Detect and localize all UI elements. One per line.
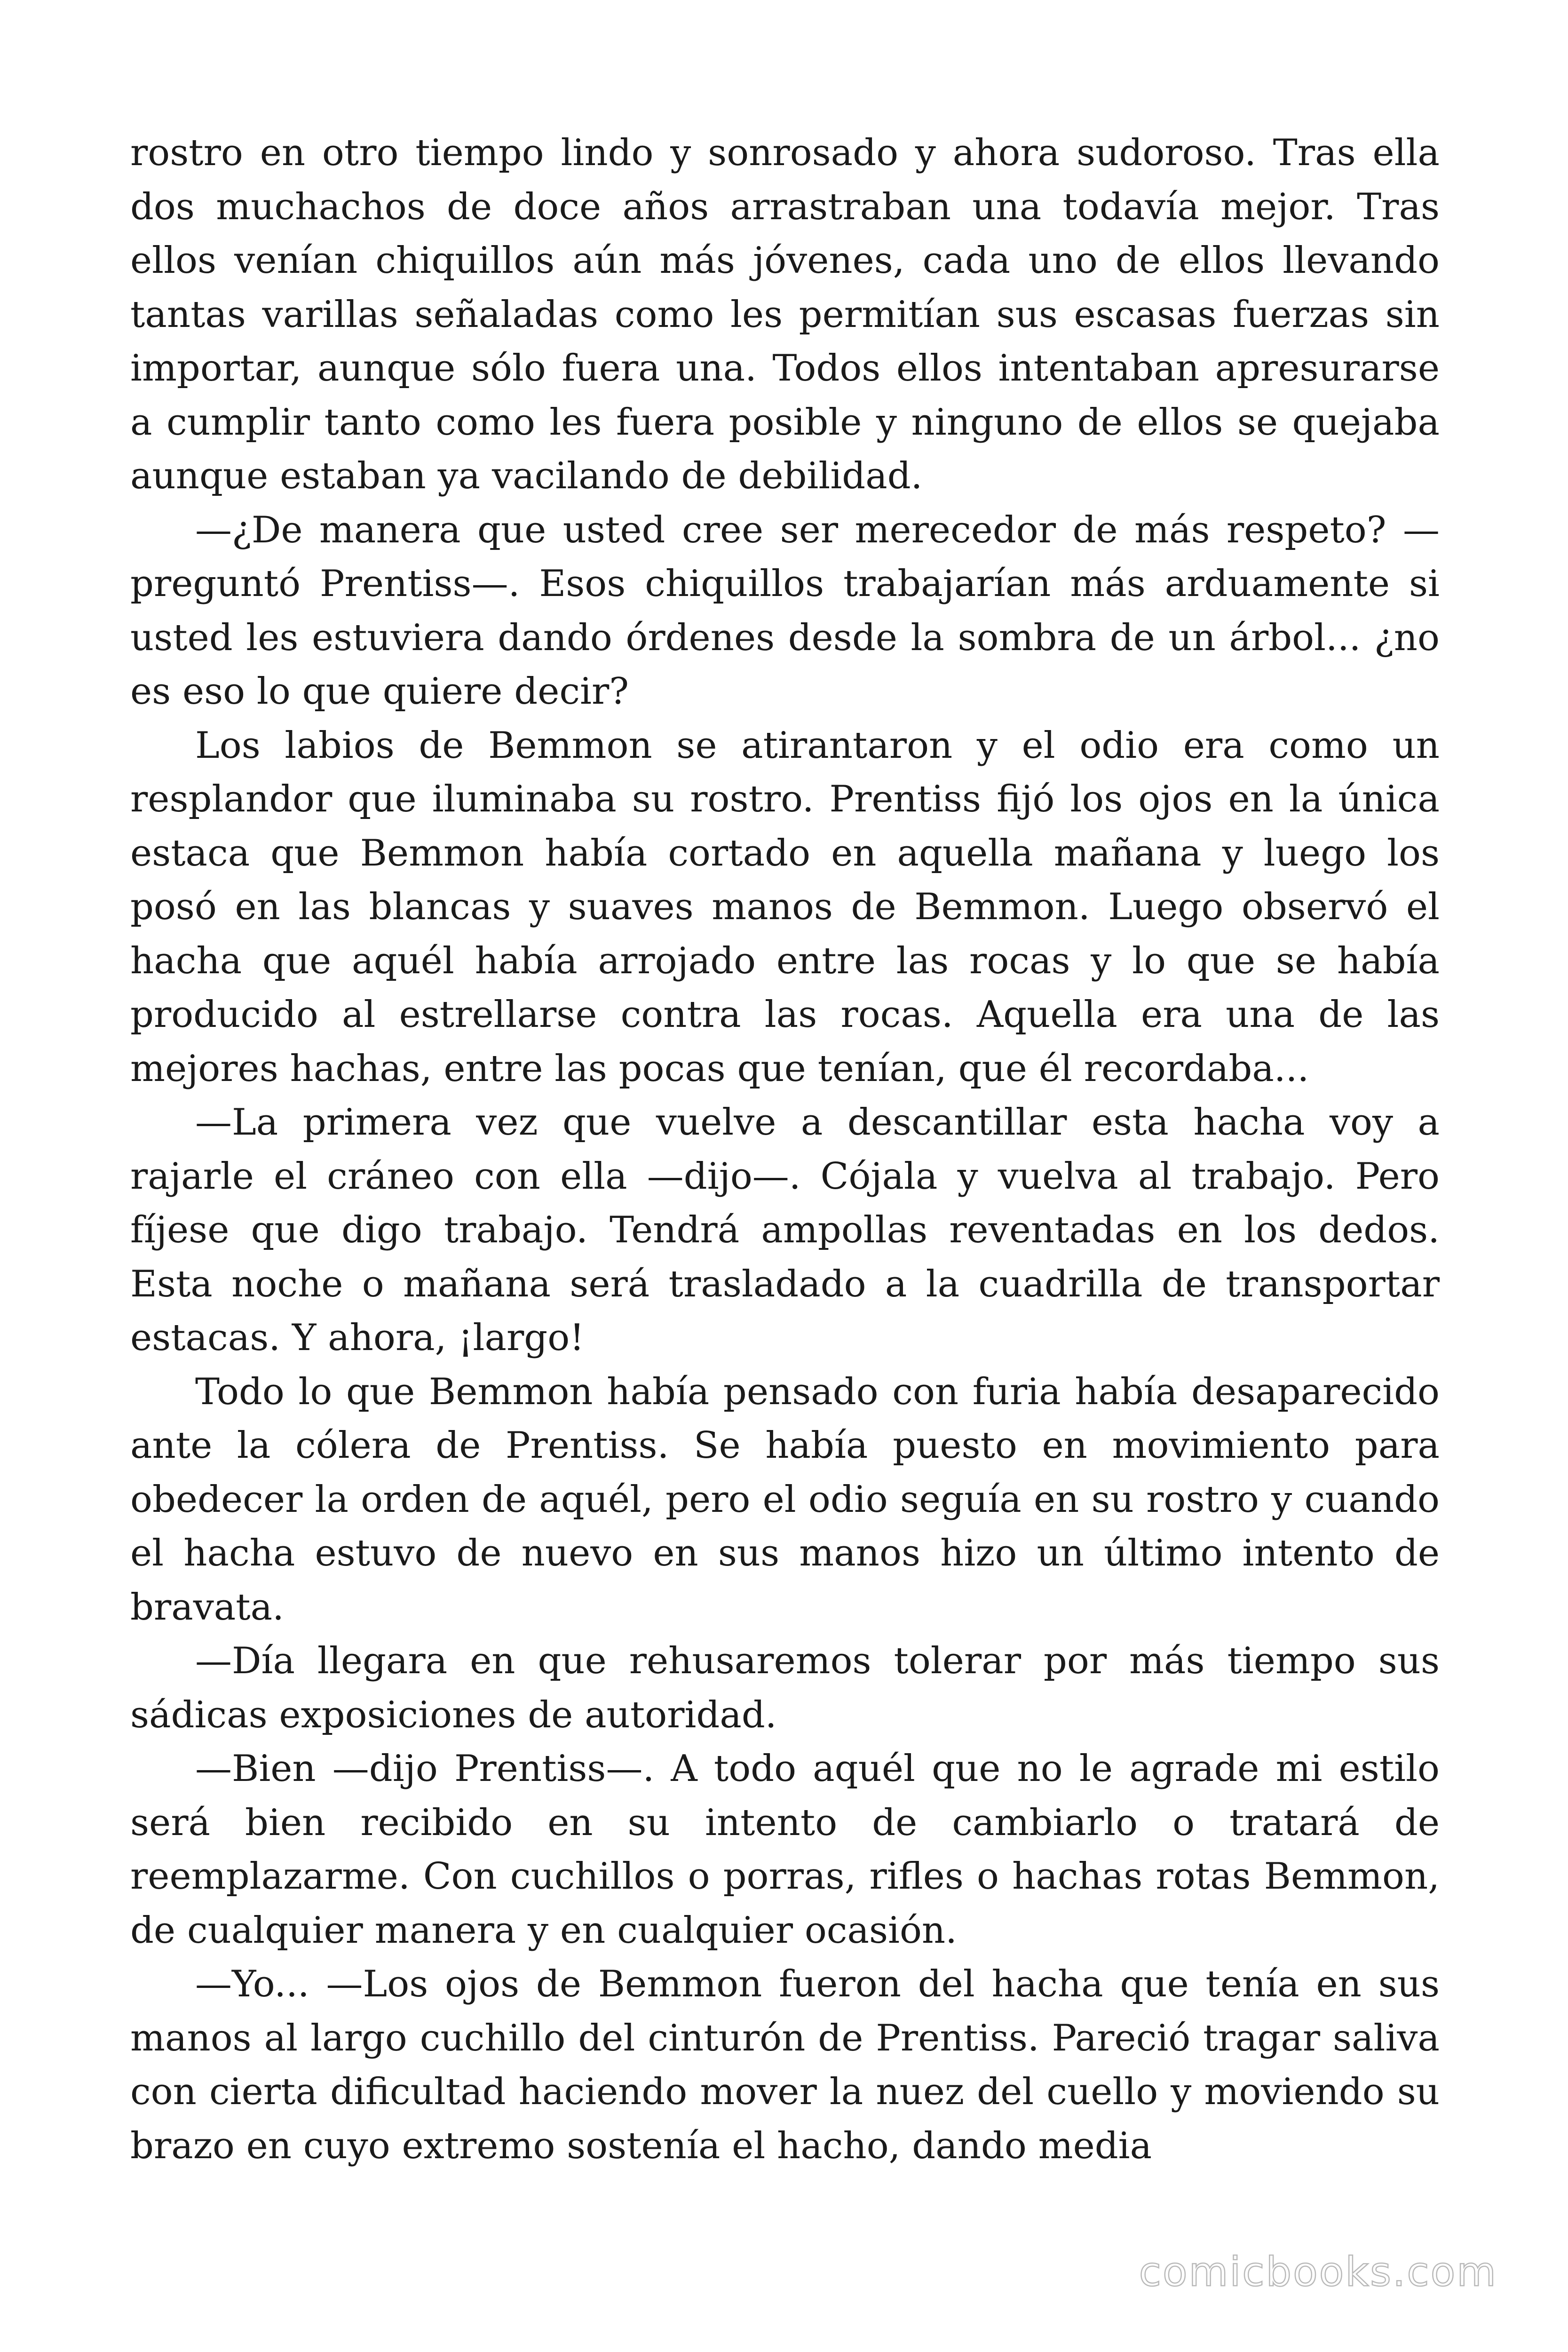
paragraph-bemmon-labios: Los labios de Bemmon se atirantaron y el odio era como un resplandor que iluminaba su rostro. Prentiss fijó los ojos en la única estaca que Bemmon había cortado en aquella mañana y luego los posó en las blancas y suaves manos de Bemmon. Luego observó el hacha que aquél había arrojado entre las rocas y lo que se había producido al estrellarse contra las rocas. Aquella era una de las mejores hachas, entre las pocas que tenían, que él recordaba... <box>130 724 1440 1090</box>
paragraph-bemmon-furia: Todo lo que Bemmon había pensado con furia había desaparecido ante la cólera de Prentiss. Se había puesto en movimiento para obedecer la orden de aquél, pero el odio seguía en su rostro y cuando el hacha estuvo de nuevo en sus manos hizo un último intento de bravata. <box>130 1370 1440 1629</box>
paragraph-dialogue-bien: —Bien —dijo Prentiss—. A todo aquél que no le agrade mi estilo será bien recibido en su intento de cambiarlo o tratará de reemplazarme. Con cuchillos o porras, rifles o hachas rotas Bemmon, de cualquier manera y en cualquier ocasión. <box>130 1748 1440 1952</box>
body-text <box>130 126 1440 2173</box>
paragraph-dialogue-prentiss-respeto: —¿De manera que usted cree ser merecedor de más respeto? —preguntó Prentiss—. Esos chiquillos trabajarían más arduamente si usted les estuviera dando órdenes desde la sombra de un árbol... ¿no es eso lo que quiere decir? <box>130 509 1440 713</box>
paragraph-dialogue-primera-vez: —La primera vez que vuelve a descantillar esta hacha voy a rajarle el cráneo con ella —dijo—. Cójala y vuelva al trabajo. Pero fíjese que digo trabajo. Tendrá ampollas reventadas en los dedos. Esta noche o mañana será trasladado a la cuadrilla de transportar estacas. Y ahora, ¡largo! <box>130 1101 1440 1359</box>
paragraph-dialogue-dia-llegara: —Día llegara en que rehusaremos tolerar por más tiempo sus sádicas exposiciones de autoridad. <box>130 1640 1440 1736</box>
watermark: comicbooks.com <box>1139 2249 1497 2296</box>
paragraph-dialogue-yo: —Yo... —Los ojos de Bemmon fueron del hacha que tenía en sus manos al largo cuchillo del cinturón de Prentiss. Pareció tragar saliva con cierta dificultad haciendo mover la nuez del cuello y moviendo su brazo en cuyo extremo sostenía el hacho, dando media <box>130 1963 1440 2167</box>
paragraph-continued: rostro en otro tiempo lindo y sonrosado y ahora sudoroso. Tras ella dos muchachos de doce años arrastraban una todavía mejor. Tras ellos venían chiquillos aún más jóvenes, cada uno de ellos llevando tantas varillas señaladas como les permitían sus escasas fuerzas sin importar, aunque sólo fuera una. Todos ellos intentaban apresurarse a cumplir tanto como les fuera posible y ninguno de ellos se quejaba aunque estaban ya vacilando de debilidad. <box>130 132 1440 497</box>
